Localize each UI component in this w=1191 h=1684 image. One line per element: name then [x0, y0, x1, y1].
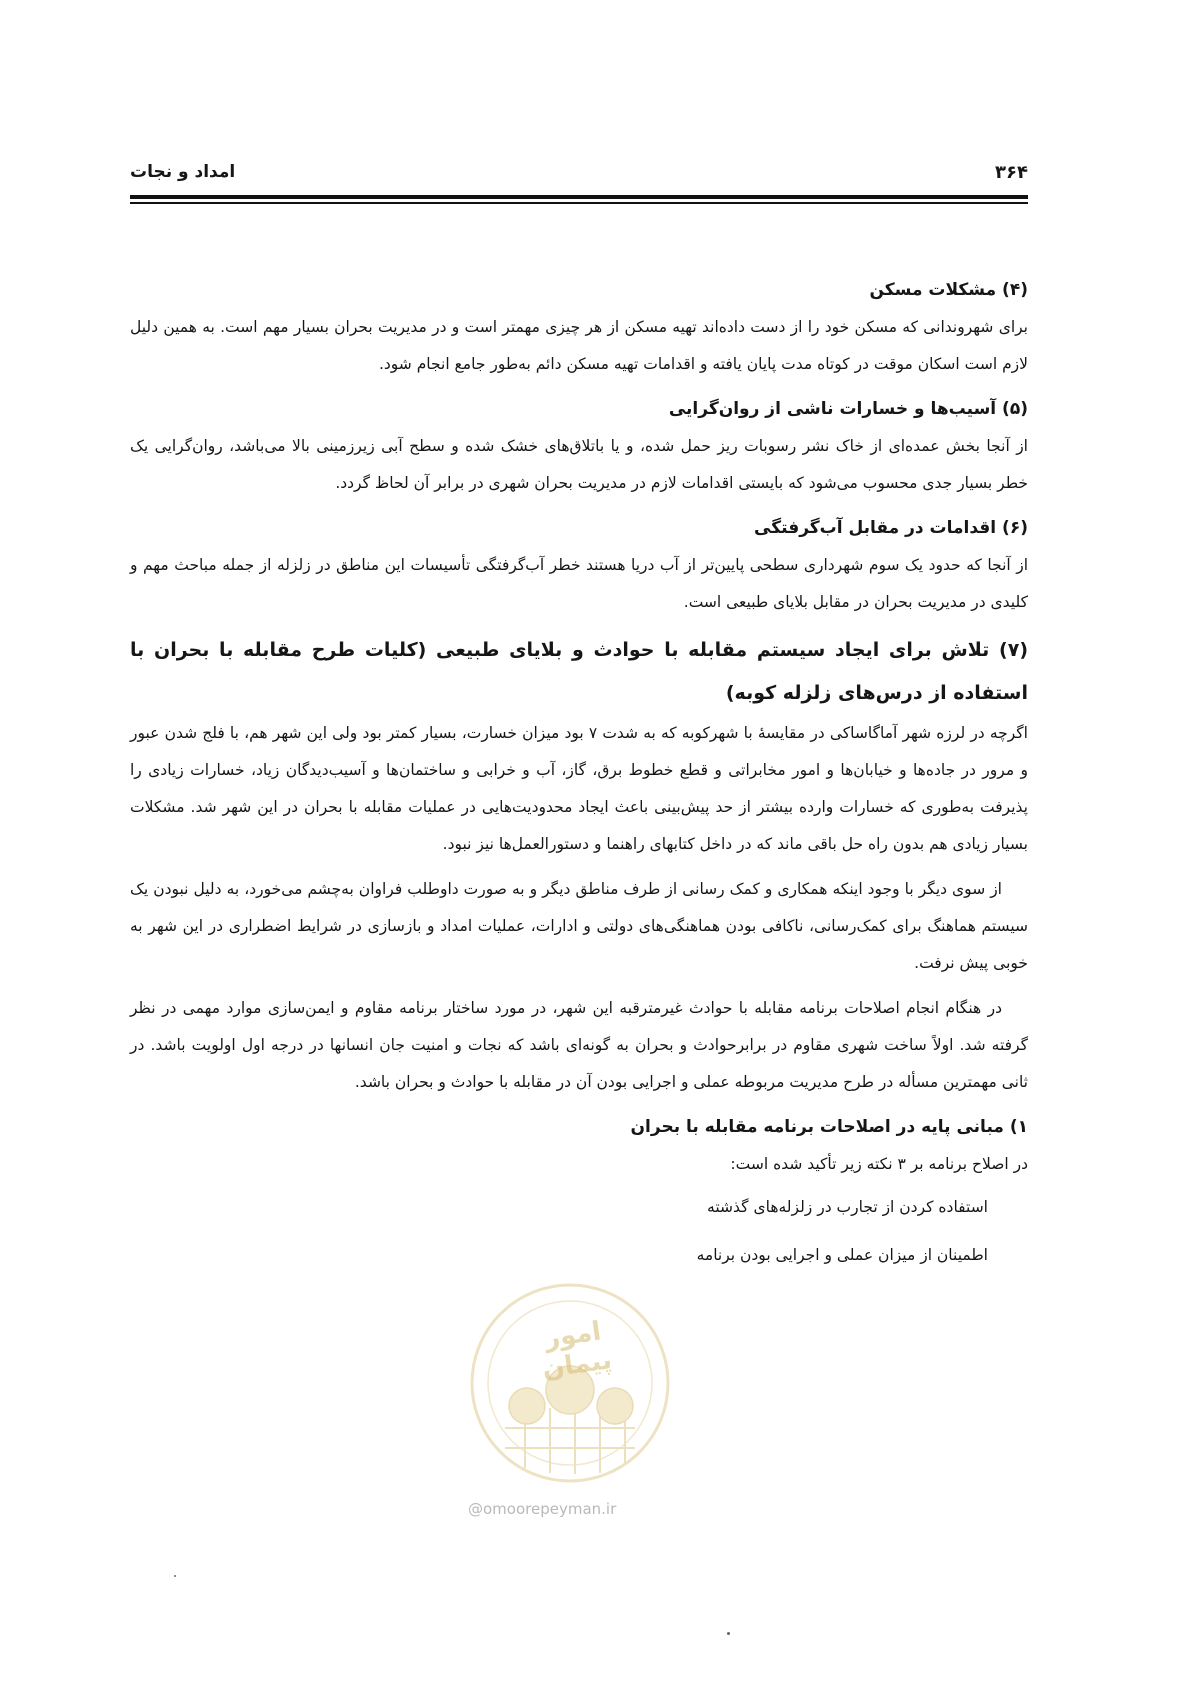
paragraph: از سوی دیگر با وجود اینکه همکاری و کمک رسانی از طرف مناطق دیگر و به صورت داوطلب فراوان به‌چشم می‌خورد، به دلیل نبودن یک سیستم هماهنگ برای کمک‌رسانی، ناکافی بودن هماهنگی‌های دولتی و ادارات، عملیات امداد و بازسازی در شرایط اضطراری در این شهر به خوبی پیش نرفت. [130, 880, 1028, 972]
paragraph: از آنجا که حدود یک سوم شهرداری سطحی پایین‌تر از آب دریا هستند خطر آب‌گرفتگی تأسیسات این مناطق در زلزله از جمله مباحث مهم و کلیدی در مدیریت بحران در مقابل بلایای طبیعی است. [130, 556, 1028, 611]
section-heading-7: (۷) تلاش برای ایجاد سیستم مقابله با حوادث و بلایای طبیعی (کلیات طرح مقابله با بحران با استفاده از درس‌های زلزله کوبه) [130, 639, 1028, 704]
body-text [130, 272, 1028, 1279]
scan-speck [174, 1575, 176, 1577]
subsection-heading: ۱) مبانی پایه در اصلاحات برنامه مقابله با بحران [630, 1117, 1028, 1137]
header-rule-thin [130, 202, 1028, 204]
header-rule [130, 195, 1028, 199]
watermark-url: @omoorepeyman.ir [468, 1500, 617, 1518]
scan-speck [727, 1632, 730, 1635]
paragraph: در هنگام انجام اصلاحات برنامه مقابله با حوادث غیرمترقبه این شهر، در مورد ساختار برنامه مقاوم و ایمن‌سازی موارد مهمی در نظر گرفته شد. اولاً ساخت شهری مقاوم در برابرحوادث و بحران به گونه‌ای باشد که نجات و امنیت جان انسانها در درجه اول اولویت باشد. در ثانی مهمترین مسأله در طرح مدیریت مربوطه عملی و اجرایی بودن آن در مقابله با حوادث و بحران باشد. [130, 999, 1028, 1091]
running-head [130, 160, 1028, 190]
watermark-seal-text: امور پیمان [540, 1316, 614, 1385]
paragraph: از آنجا بخش عمده‌ای از خاک نشر رسوبات ریز حمل شده، و یا باتلاق‌های خشک شده و سطح آبی زیرزمینی بالا می‌باشد، روان‌گرایی یک خطر بسیار جدی محسوب می‌شود که بایستی اقدامات لازم در مدیریت بحران شهری در برابر آن لحاظ گردد. [130, 437, 1028, 492]
section-heading-4: (۴) مشکلات مسکن [869, 280, 1028, 300]
paragraph: برای شهروندانی که مسکن خود را از دست داده‌اند تهیه مسکن از هر چیزی مهمتر است و در مدیریت بحران بسیار مهم است. به همین دلیل لازم است اسکان موقت در کوتاه مدت پایان یافته و اقدامات تهیه مسکن دائم به‌طور جامع انجام شود. [130, 318, 1028, 373]
running-title: امداد و نجات [130, 162, 236, 182]
list-item: استفاده کردن از تجارب در زلزله‌های گذشته [707, 1198, 988, 1216]
list-item: اطمینان از میزان عملی و اجرایی بودن برنامه [696, 1246, 988, 1264]
section-heading-5: (۵) آسیب‌ها و خسارات ناشی از روان‌گرایی [668, 399, 1028, 419]
section-heading-6: (۶) اقدامات در مقابل آب‌گرفتگی [754, 518, 1028, 538]
watermark-seal [465, 1278, 675, 1488]
page-number: ۳۶۴ [995, 162, 1028, 183]
at-icon: @ [468, 1500, 483, 1518]
paragraph: اگرچه در لرزه شهر آماگاساکی در مقایسهٔ با شهرکوبه که به شدت ۷ بود میزان خسارت، بسیار کمتر بود ولی این شهر هم، با فلج شدن عبور و مرور در جاده‌ها و خیابان‌ها و امور مخابراتی و قطع خطوط برق، گاز، آب و خرابی و ساختمان‌ها و آسیب‌دیدگان زیاد، خسارات زیادی را پذیرفت به‌طوری که خسارات وارده بیشتر از حد پیش‌بینی باعث ایجاد محدودیت‌هایی در عملیات مقابله با بحران در این شهر شد. مشکلات بسیار زیادی هم بدون راه حل باقی ماند که در داخل کتابهای راهنما و دستورالعمل‌ها نیز نبود. [130, 724, 1028, 853]
paragraph: در اصلاح برنامه بر ۳ نکته زیر تأکید شده است: [730, 1155, 1028, 1173]
